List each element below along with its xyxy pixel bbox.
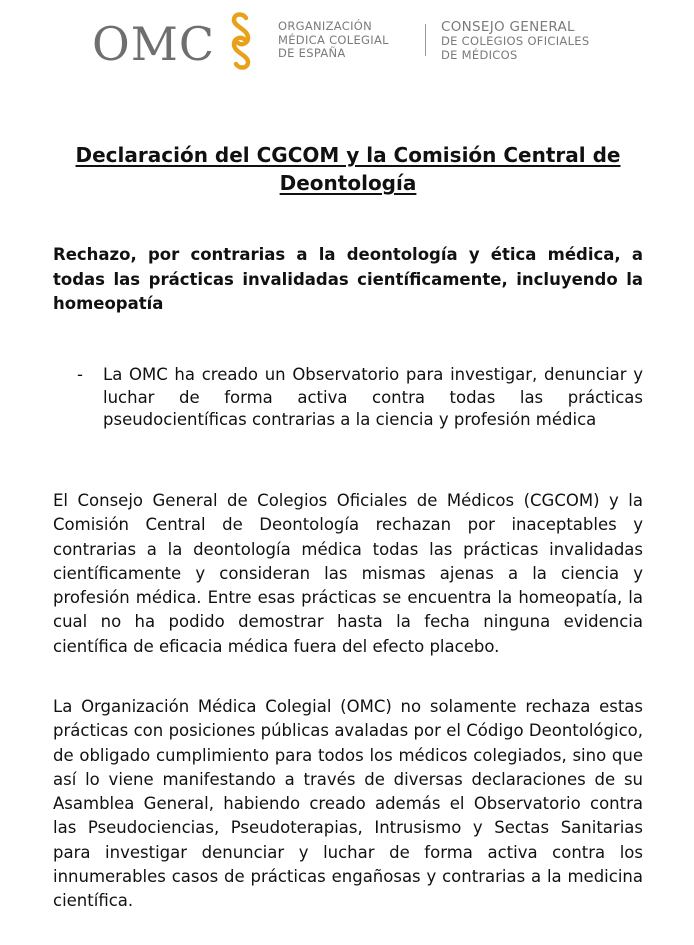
- document-title: Declaración del CGCOM y la Comisión Central de Deontología: [75, 143, 621, 195]
- organization-name: [278, 20, 389, 61]
- section-sign-icon: [228, 10, 254, 72]
- omc-logo-text: OMC: [92, 17, 216, 71]
- header-divider: [425, 24, 426, 56]
- org-name-line: DE ESPAÑA: [278, 46, 346, 60]
- bullet-item: [77, 364, 643, 432]
- council-name-line: CONSEJO GENERAL: [441, 19, 575, 35]
- org-name-line: MÉDICA COLEGIAL: [278, 32, 389, 47]
- letterhead: [92, 8, 632, 72]
- body-paragraph: La Organización Médica Colegial (OMC) no solamente rechaza estas prácticas con posiciones públicas avaladas por el Código Deontológico, de obligado cumplimiento para todos los médicos colegiados, sino que así lo viene manifestando a través de diversas declaraciones de su Asamblea General, habiendo creado además el Observatorio contra las Pseudociencias, Pseudoterapias, Intrusismo y Sectas Sanitarias para investigar denunciar y luchar de forma activa contra los innumerables casos de prácticas engañosas y contrarias a la medicina científica.: [53, 697, 643, 911]
- body-paragraph: El Consejo General de Colegios Oficiales de Médicos (CGCOM) y la Comisión Central de Deontología rechazan por inaceptables y contrarias a la deontología médica todas las prácticas invalidadas científicamente y consideran las mismas ajenas a la ciencia y profesión médica. Entre esas prácticas se encuentra la homeopatía, la cual no ha podido demostrar hasta la fecha ninguna evidencia científica de eficacia médica fuera del efecto placebo.: [53, 491, 643, 656]
- bullet-marker: -: [77, 365, 83, 384]
- council-name-line: DE COLEGIOS OFICIALES: [441, 34, 590, 48]
- org-name-line: ORGANIZACIÓN: [278, 19, 373, 33]
- council-name-line: DE MÉDICOS: [441, 47, 518, 62]
- council-name: [441, 20, 589, 62]
- bullet-text: La OMC ha creado un Observatorio para investigar, denunciar y luchar de forma activa contra todas las prácticas pseudocientíficas contrarias a la ciencia y profesión médica: [103, 365, 643, 429]
- document-subtitle: Rechazo, por contrarias a la deontología y ética médica, a todas las prácticas invalidadas científicamente, incluyendo la homeopatía: [53, 245, 643, 313]
